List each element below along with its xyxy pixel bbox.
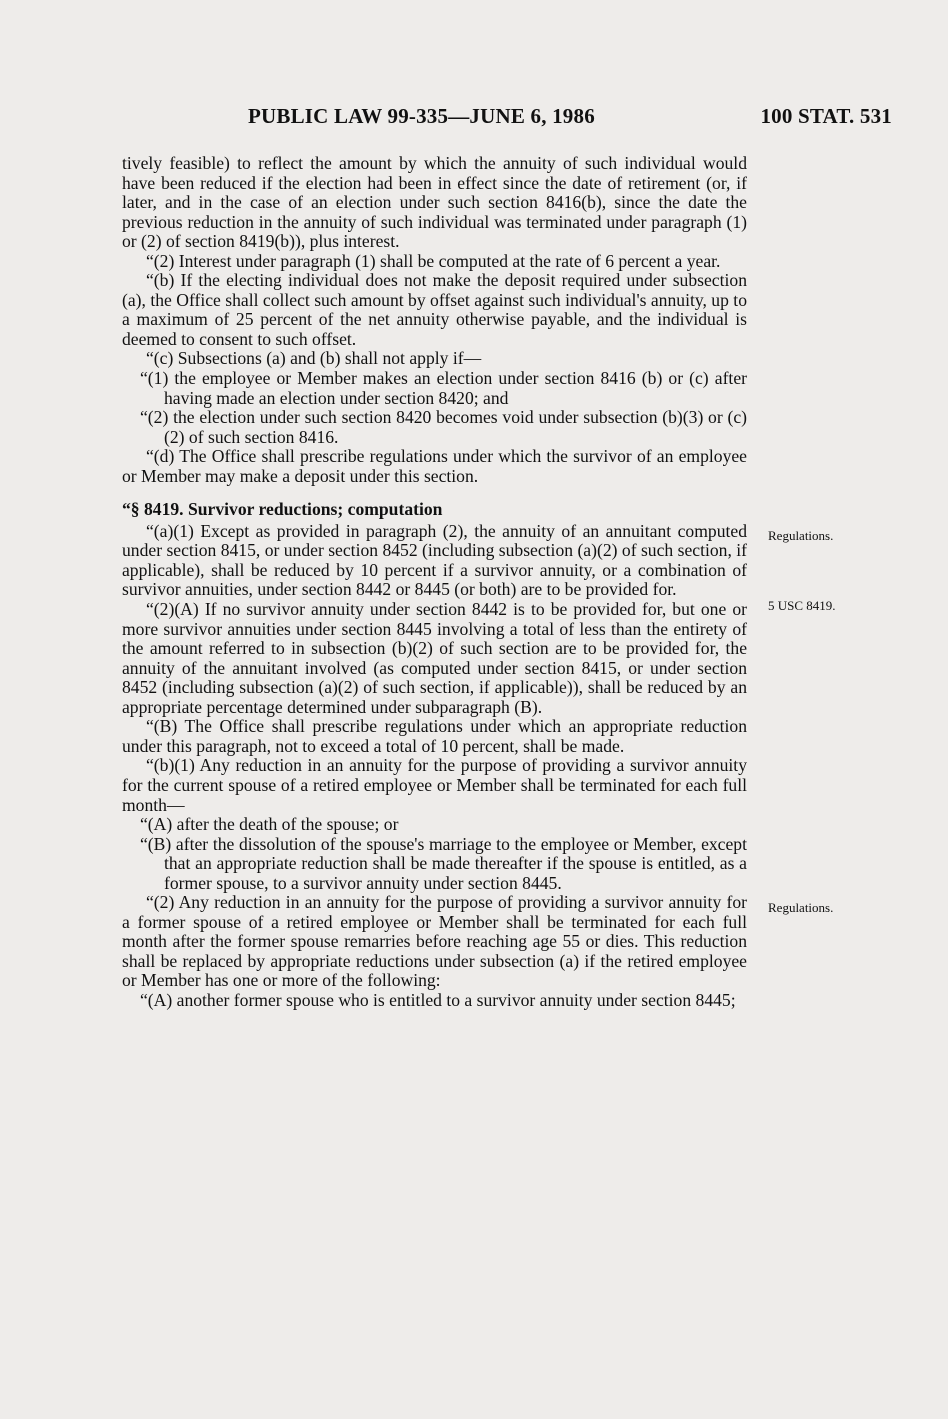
paragraph-b2: “(2) Any reduction in an annuity for the purpose of providing a survivor annuity for a former spouse of a retired employee or Member shall be terminated for each full month after the former spouse remarries before reaching age 55 or dies. This reduction shall be replaced by appropriate reductions under subsection (a) if the retired employee or Member has one or more of the following: bbox=[122, 892, 747, 991]
paragraph-subsection-d: “(d) The Office shall prescribe regulations under which the survivor of an employee or Member may make a deposit under this section. bbox=[122, 446, 747, 486]
paragraph-b2a: “(A) another former spouse who is entitled to a survivor annuity under section 8445; bbox=[140, 989, 736, 1010]
paragraph-continuation: tively feasible) to reflect the amount by which the annuity of such individual would have been reduced if the election had been in effect since the date of retirement (or, if later, and in the case of an election under such section 8416(b), since the date the previous reduction in the annuity of such individual was terminated under paragraph (1) or (2) of section 8419(b)), plus interest. bbox=[122, 153, 747, 252]
paragraph-offset: “(b) If the electing individual does not make the deposit required under subsection (a), the Office shall collect such amount by offset against such individual's annuity, up to a maximum of 25 percent of the net annuity otherwise payable, and the individual is deemed to consent to such offset. bbox=[122, 270, 747, 349]
paragraph-c2: “(2) the election under such section 8420 becomes void under subsection (b)(3) or (c)(2) of such section 8416. bbox=[140, 407, 747, 447]
header-title: PUBLIC LAW 99-335—JUNE 6, 1986 bbox=[248, 104, 595, 128]
paragraph-a1: “(a)(1) Except as provided in paragraph (2), the annuity of an annuitant computed under section 8415, or under section 8452 (including subsection (a)(2) of such section, if applicable), shall be reduced by 10 percent if a survivor annuity, or a combination of survivor annuities, under section 8442 or 8445 (or both) are to be provided for. bbox=[122, 520, 747, 600]
paragraph-b1a: “(A) after the death of the spouse; or bbox=[140, 814, 399, 835]
paragraph-interest-rate: “(2) Interest under paragraph (1) shall be computed at the rate of 6 percent a year. bbox=[146, 250, 721, 271]
section-heading-8419: “§ 8419. Survivor reductions; computation bbox=[122, 499, 443, 520]
paragraph-b1: “(b)(1) Any reduction in an annuity for the purpose of providing a survivor annuity for the current spouse of a retired employee or Member shall be terminated for each full month— bbox=[122, 755, 747, 815]
paragraph-b1b: “(B) after the dissolution of the spouse's marriage to the employee or Member, except that an appropriate reduction shall be made thereafter if the spouse is entitled, as a former spouse, to a survivor annuity under section 8445. bbox=[140, 833, 747, 893]
paragraph-a2b: “(B) The Office shall prescribe regulations under which an appropriate reduction under this paragraph, not to exceed a total of 10 percent, shall be made. bbox=[122, 716, 747, 756]
margin-note-regulations: Regulations. bbox=[768, 528, 834, 543]
running-header bbox=[120, 104, 892, 132]
margin-note-regulations-2: Regulations. bbox=[768, 900, 834, 915]
paragraph-subsection-c: “(c) Subsections (a) and (b) shall not apply if— bbox=[146, 348, 482, 369]
header-page-ref: 100 STAT. 531 bbox=[760, 104, 892, 128]
paragraph-a2a: “(2)(A) If no survivor annuity under section 8442 is to be provided for, but one or more survivor annuities under section 8445 involving a total of less than the entirety of the amount referred to in subsection (b)(2) of such section are to be provided for, the annuity of the annuitant involved (as computed under section 8415, or under section 8452 (including subsection (a)(2) of such section, if applicable)), shall be reduced by an appropriate percentage determined under subparagraph (B). bbox=[122, 599, 747, 717]
body-text bbox=[122, 154, 747, 1011]
margin-note-usc-8419: 5 USC 8419. bbox=[768, 598, 836, 613]
paragraph-c1: “(1) the employee or Member makes an election under section 8416 (b) or (c) after having made an election under section 8420; and bbox=[140, 368, 747, 408]
